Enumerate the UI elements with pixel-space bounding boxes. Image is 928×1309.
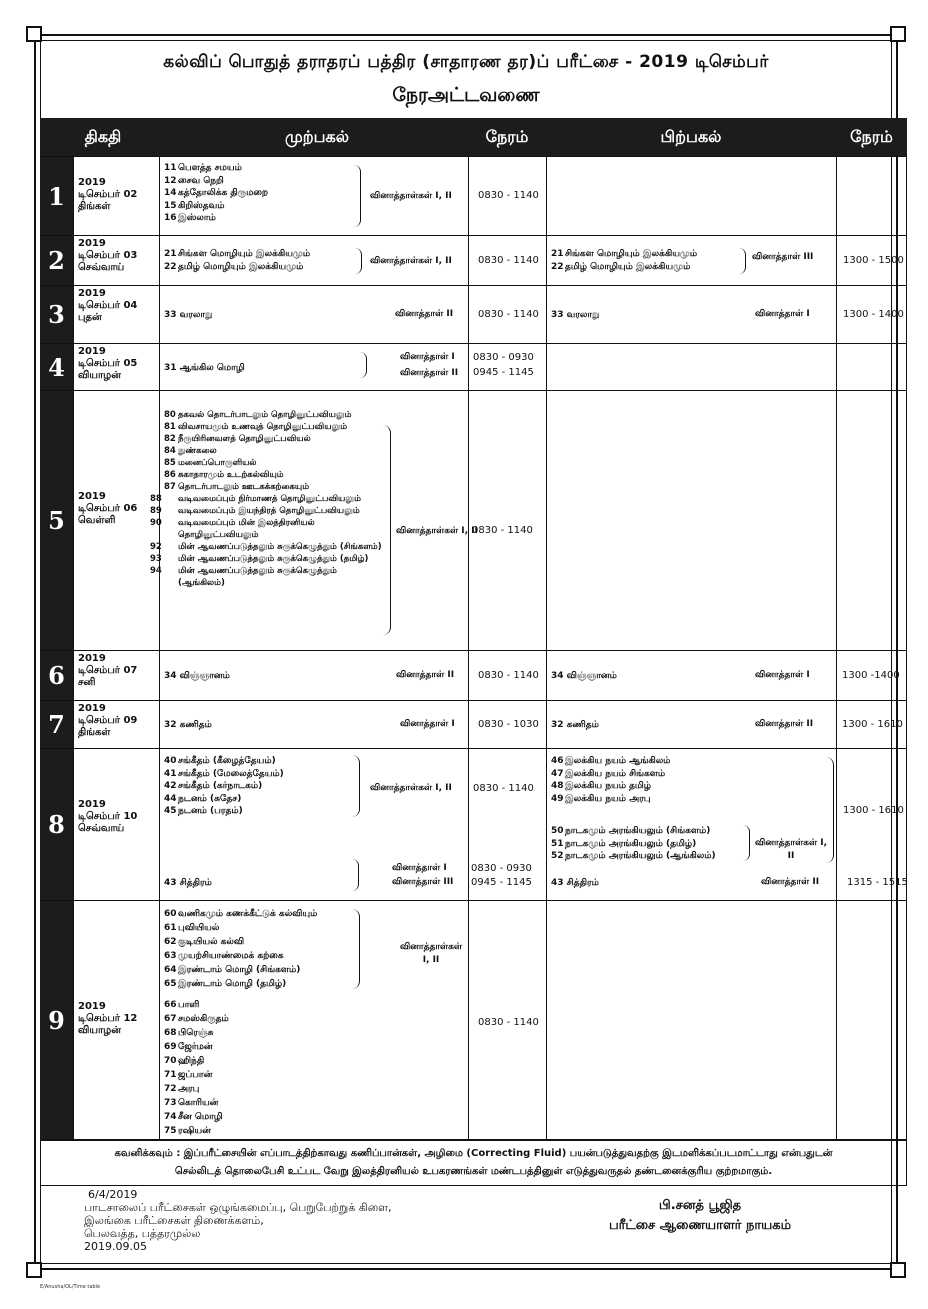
timetable-row <box>40 285 907 343</box>
header-morning: முற்பகல் <box>166 118 468 156</box>
subject: 32 கணிதம் <box>164 720 212 730</box>
header-date: திகதி <box>40 118 166 156</box>
subject: 50நாடகமும் அரங்கியலும் (சிங்களம்) <box>551 826 711 836</box>
morning-cell <box>159 651 468 700</box>
brace <box>825 757 834 863</box>
morning-cell <box>159 157 468 235</box>
row-number: 4 <box>40 344 73 390</box>
header-afternoon: பிற்பகல் <box>546 118 836 156</box>
subject-list <box>551 825 716 863</box>
subject: 22தமிழ் மொழியும் இலக்கியமும் <box>164 261 304 272</box>
row-number: 1 <box>40 157 73 235</box>
notice-line: செல்லிடத் தொலைபேசி உட்பட வேறு இலத்திரனியல் உபகரணங்கள் மண்டபத்தினுள் எடுத்துவருதல் தண்டனைக்குரிய குற்றமாகும். <box>174 1166 773 1177</box>
notice-box <box>40 1140 907 1186</box>
row-number: 7 <box>40 701 73 748</box>
brace <box>352 755 360 817</box>
subject: 40சங்கீதம் (கீழைத்தேயம்) <box>164 756 276 766</box>
exam-time: 1315 - 1515 <box>847 877 908 888</box>
row-number: 8 <box>40 749 73 900</box>
afternoon-time-cell <box>836 651 907 700</box>
subject: 81 விவசாயமும் உணவுத் தொழினுட்பவியலும் <box>164 422 348 432</box>
morning-time-cell <box>468 901 546 1139</box>
subject: 34 விஞ்ஞானம் <box>164 671 230 681</box>
brace <box>739 248 746 274</box>
afternoon-cell <box>546 157 836 235</box>
subject: 44நடனம் (சுதேச) <box>164 793 242 804</box>
exam-time: 0830 - 1140 <box>478 670 539 681</box>
corner-ornament <box>26 1262 42 1278</box>
afternoon-time-cell <box>836 236 907 285</box>
brace <box>352 859 359 891</box>
footer-org: பாடசாலைப் பரீட்சைகள் ஒழுங்கமைப்பு, பெறுபேற்றுக் கிளை, இலங்கை பரீட்சைகள் திணைக்களம், பெலவத்த, பத்தரமுல்ல 2019.09.05 <box>84 1201 392 1253</box>
subject: 75ரஷியன் <box>164 1126 211 1136</box>
subject: 42சங்கீதம் (கர்நாடகம்) <box>164 781 263 791</box>
header-time-afternoon: நேரம் <box>836 118 907 156</box>
paper-label: வினாத்தாள்கள் I, II <box>370 783 452 793</box>
morning-time-cell <box>468 236 546 285</box>
timetable-row <box>40 748 907 900</box>
subject: 64இரண்டாம் மொழி (சிங்களம்) <box>164 965 301 975</box>
row-number: 6 <box>40 651 73 700</box>
paper-label: வினாத்தாள் III <box>392 877 454 887</box>
subject: 66பாளி <box>164 1000 200 1010</box>
paper-label: வினாத்தாள்கள் I, II <box>399 942 463 965</box>
paper-label: வினாத்தாள் II <box>395 309 454 319</box>
subject: 92 மின் ஆவணப்படுத்தலும் சுருக்கெழுத்தும் (சிங்களம்) <box>150 542 382 552</box>
subject: 51நாடகமும் அரங்கியலும் (தமிழ்) <box>551 838 697 849</box>
subject: 49இலக்கிய நயம் அரபு <box>551 793 651 804</box>
file-reference: E/Anusha/OL/Time table <box>40 1284 101 1290</box>
corner-ornament <box>890 1262 906 1278</box>
afternoon-cell <box>546 286 836 343</box>
exam-time: 0830 - 1030 <box>478 719 539 730</box>
subject: 74சீன மொழி <box>164 1112 223 1122</box>
subject-list <box>164 755 284 818</box>
date-day: டிசெம்பர் 02 <box>78 189 138 200</box>
corner-ornament <box>26 26 42 42</box>
morning-time-cell <box>468 391 546 650</box>
morning-cell <box>159 901 468 1139</box>
afternoon-time-cell <box>836 701 907 748</box>
subject: 52நாடகமும் அரங்கியலும் (ஆங்கிலம்) <box>551 851 716 861</box>
subject: 31 ஆங்கில மொழி <box>164 363 245 373</box>
morning-cell <box>150 391 478 650</box>
paper-label: வினாத்தாள் II <box>755 719 814 729</box>
subject-list <box>164 162 268 225</box>
subject: 16இஸ்லாம் <box>164 213 216 223</box>
subject: 21சிங்கள மொழியும் இலக்கியமும் <box>164 249 311 259</box>
subject: 86 சுகாதாரமும் உடற்கல்வியும் <box>164 470 284 480</box>
brace <box>352 909 360 989</box>
subject: 34 விஞ்ஞானம் <box>551 671 617 681</box>
date-weekday: திங்கள் <box>78 201 111 212</box>
exam-time: 0945 - 1145 <box>471 877 532 888</box>
paper-label: வினாத்தாள் I <box>400 719 455 729</box>
timetable-row <box>40 235 907 285</box>
brace <box>360 352 367 378</box>
exam-time: 0945 - 1145 <box>473 367 534 378</box>
subject: 82 நீருயிரினவளத் தொழினுட்பவியல் <box>164 434 311 444</box>
subject: 90 வடிவமைப்பும் மின் இலத்திரனியல் தொழினுட்பவியலும் <box>150 518 315 540</box>
subject: 33 வரலாறு <box>164 310 213 320</box>
paper-label: வினாத்தாள்கள் I, II <box>396 526 478 536</box>
subject-list <box>164 248 310 273</box>
notice-line: கவனிக்கவும் : இப்பரீட்சையின் எப்பாடத்திற்காவது கணிப்பான்கள், அழிமை (Correcting Fluid) பயன்படுத்துவதற்கு இடமளிக்கப்படமாட்டாது என்பதுடன் <box>114 1148 833 1159</box>
afternoon-time-cell <box>836 286 907 343</box>
row-number: 2 <box>40 236 73 285</box>
exam-time: 0830 - 1140 <box>472 525 533 536</box>
paper-label: வினாத்தாள் I <box>755 309 810 319</box>
afternoon-cell <box>546 749 836 900</box>
exam-time: 0830 - 1140 <box>478 309 539 320</box>
timetable-row <box>40 343 907 390</box>
exam-time: 1300 - 1500 <box>843 255 904 266</box>
subject-list <box>164 907 317 991</box>
subject: 22தமிழ் மொழியும் இலக்கியமும் <box>551 261 691 272</box>
subject: 87 தொடர்பாடலும் ஊடகக்கற்கையும் <box>164 482 310 492</box>
paper-label: வினாத்தாள் I <box>400 352 455 362</box>
subject: 71ஜப்பான் <box>164 1070 213 1080</box>
morning-cell <box>159 749 468 900</box>
exam-time: 0830 - 1140 <box>478 1017 539 1028</box>
subject: 46இலக்கிய நயம் ஆங்கிலம் <box>551 756 671 766</box>
subject: 11பௌத்த சமயம் <box>164 163 242 173</box>
subject: 62குடியியல் கல்வி <box>164 937 245 947</box>
subject-list <box>164 998 229 1138</box>
date-cell: 2019 டிசெம்பர் 12 வியாழன் <box>73 901 159 1139</box>
afternoon-time-cell <box>836 344 907 390</box>
subject: 94 மின் ஆவணப்படுத்தலும் சுருக்கெழுத்தும் (ஆங்கிலம்) <box>150 566 337 588</box>
exam-time: 1300 - 1400 <box>843 309 904 320</box>
timetable <box>40 118 907 1140</box>
signatory-name: பி.சனத் பூஜித <box>658 1198 742 1213</box>
brace <box>354 165 361 227</box>
subject: 72அரபு <box>164 1084 200 1094</box>
subject: 43 சித்திரம் <box>551 878 599 888</box>
paper-label: வினாத்தாள் I <box>755 670 810 680</box>
date-year: 2019 <box>78 177 106 188</box>
afternoon-time-cell <box>836 157 907 235</box>
afternoon-cell <box>546 391 836 650</box>
signatory-title: பரீட்சை ஆணையாளர் நாயகம் <box>608 1218 792 1233</box>
date-cell: 2019 டிசெம்பர் 03 செவ்வாய் <box>73 236 159 285</box>
afternoon-time-cell <box>836 901 907 1139</box>
paper-label: வினாத்தாள் III <box>752 252 814 262</box>
timetable-row <box>40 900 907 1140</box>
paper-label: வினாத்தாள் II <box>396 670 455 680</box>
subject: 68பிரெஞ்சு <box>164 1028 214 1038</box>
date-cell: 2019 டிசெம்பர் 04 புதன் <box>73 286 159 343</box>
row-number: 9 <box>40 901 73 1139</box>
morning-time-cell <box>468 701 546 748</box>
brace <box>382 425 391 635</box>
timetable-row <box>40 156 907 235</box>
subject: 48இலக்கிய நயம் தமிழ் <box>551 781 652 791</box>
subject: 88 வடிவமைப்பும் நிர்மாணத் தொழினுட்பவியலும் <box>150 494 361 504</box>
row-number: 5 <box>40 391 73 650</box>
subject: 45நடனம் (பரதம்) <box>164 806 243 816</box>
morning-time-cell <box>468 749 546 900</box>
morning-time-cell <box>468 651 546 700</box>
exam-time: 0830 - 1140 <box>478 190 539 201</box>
exam-time: 1300 -1400 <box>842 670 900 681</box>
subject: 89 வடிவமைப்பும் இயந்திரத் தொழினுட்பவியலும் <box>150 506 360 516</box>
subject: 14கத்தோலிக்க திருமறை <box>164 188 268 198</box>
morning-time-cell <box>468 286 546 343</box>
date-cell <box>73 157 159 235</box>
subject: 70ஹிந்தி <box>164 1056 205 1066</box>
afternoon-cell <box>546 651 836 700</box>
subject: 61புவியியல் <box>164 923 220 933</box>
morning-time-cell <box>468 344 546 390</box>
timetable-row <box>40 390 907 650</box>
date-cell: 2019 டிசெம்பர் 05 வியாழன் <box>73 344 159 390</box>
subject: 60வணிகமும் கணக்கீட்டுக் கல்வியும் <box>164 909 318 919</box>
afternoon-time-cell <box>836 391 907 650</box>
subject: 47இலக்கிய நயம் சிங்களம் <box>551 768 666 779</box>
timetable-title: நேரஅட்டவணை <box>392 84 540 106</box>
exam-title: கல்விப் பொதுத் தராதரப் பத்திர (சாதாரண தர)ப் பரீட்சை - 2019 டிசெம்பர் <box>163 52 769 72</box>
subject: 67சமஸ்கிருதம் <box>164 1014 229 1024</box>
exam-time: 1300 - 1610 <box>843 805 904 816</box>
subject: 33 வரலாறு <box>551 310 600 320</box>
subject: 69ஜேர்மன் <box>164 1042 213 1052</box>
date-cell: 2019 டிசெம்பர் 10 செவ்வாய் <box>73 749 159 900</box>
subject: 85 மனைப்பொருளியல் <box>164 458 257 468</box>
signature-block <box>560 1196 840 1236</box>
exam-time: 0830 - 0930 <box>473 352 534 363</box>
subject: 12சைவ நெறி <box>164 175 224 186</box>
subject: 93 மின் ஆவணப்படுத்தலும் சுருக்கெழுத்தும் (தமிழ்) <box>150 554 369 564</box>
exam-time: 0830 - 1140 <box>478 255 539 266</box>
subject: 84 நுண்கலை <box>164 446 217 456</box>
timetable-row <box>40 700 907 748</box>
paper-label: வினாத்தாள் II <box>761 877 820 887</box>
morning-cell <box>159 236 468 285</box>
subject: 15கிறிஸ்தவம் <box>164 200 225 211</box>
afternoon-cell <box>546 236 836 285</box>
subject: 80 தகவல் தொடர்பாடலும் தொழினுட்பவியலும் <box>164 410 352 420</box>
subject: 41சங்கீதம் (மேலைத்தேயம்) <box>164 768 284 779</box>
morning-time-cell <box>468 157 546 235</box>
paper-label: வினாத்தாள் II <box>400 368 459 378</box>
subject: 63முயற்சியாண்மைக் கற்கை <box>164 951 284 961</box>
date-cell: 2019 டிசெம்பர் 06 வெள்ளி <box>73 391 159 650</box>
subject-list <box>551 755 670 805</box>
row-number: 3 <box>40 286 73 343</box>
morning-cell <box>159 701 468 748</box>
paper-label: வினாத்தாள்கள் I, II <box>370 256 452 266</box>
subject-list <box>150 409 382 589</box>
corner-ornament <box>890 26 906 42</box>
exam-time: 0830 - 1140 <box>473 783 534 794</box>
timetable-row <box>40 650 907 700</box>
afternoon-cell <box>546 901 836 1139</box>
subject: 32 கணிதம் <box>551 720 599 730</box>
afternoon-time-cell <box>836 749 907 900</box>
paper-label: வினாத்தாள் I <box>392 863 447 873</box>
morning-cell <box>159 344 468 390</box>
brace <box>355 248 362 274</box>
afternoon-cell <box>546 701 836 748</box>
morning-cell <box>159 286 468 343</box>
footer-issue-date: 6/4/2019 <box>88 1188 138 1201</box>
subject: 43 சித்திரம் <box>164 878 212 888</box>
subject-list <box>551 248 697 273</box>
subject: 73கொரியன் <box>164 1098 219 1108</box>
paper-label: வினாத்தாள்கள் I, II <box>755 838 827 861</box>
afternoon-cell <box>546 344 836 390</box>
date-cell: 2019 டிசெம்பர் 09 திங்கள் <box>73 701 159 748</box>
paper-label: வினாத்தாள்கள் I, II <box>370 191 452 201</box>
brace <box>743 825 750 861</box>
date-cell: 2019 டிசெம்பர் 07 சனி <box>73 651 159 700</box>
subject: 65இரண்டாம் மொழி (தமிழ்) <box>164 979 287 989</box>
header-time-morning: நேரம் <box>468 118 546 156</box>
exam-time: 1300 - 1610 <box>842 719 903 730</box>
subject: 21சிங்கள மொழியும் இலக்கியமும் <box>551 249 698 259</box>
exam-time: 0830 - 0930 <box>471 863 532 874</box>
